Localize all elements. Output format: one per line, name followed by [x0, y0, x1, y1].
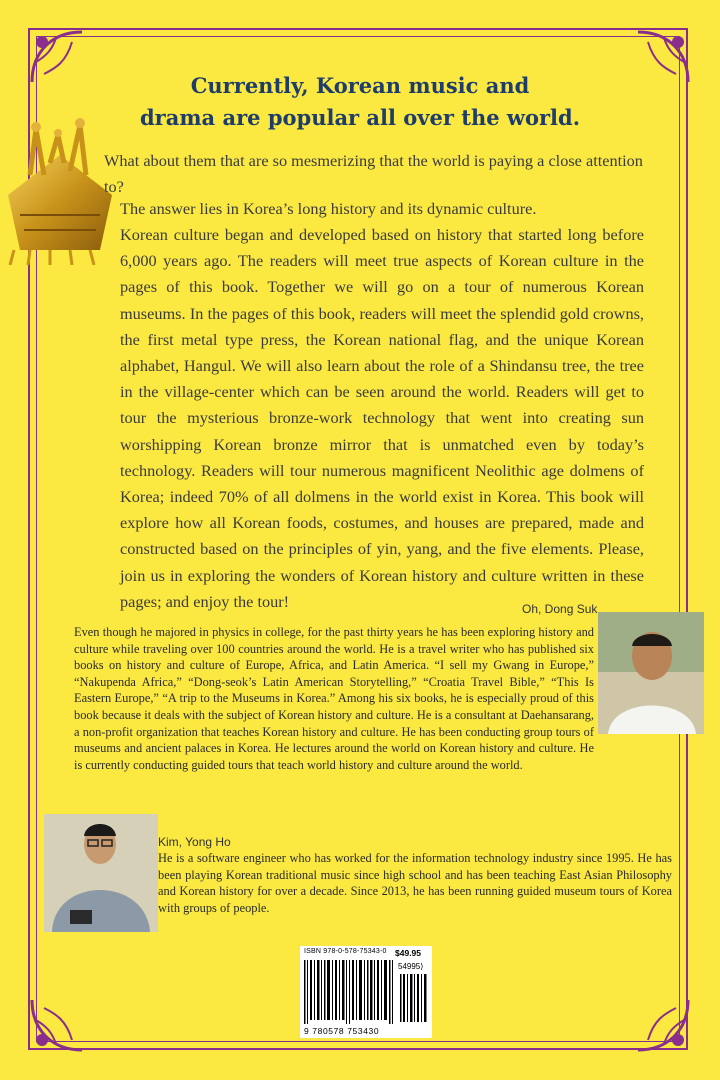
- author-2-bio: He is a software engineer who has worked for the information technology industry since 1995. He has been playing Korean traditional music since high school and has been teaching East Asian Philosophy and Korean history for over a decade. Since 2013, he has been running guided museum tours of Korea with groups of people.: [158, 851, 672, 915]
- headline-line-2: drama are popular all over the world.: [139, 105, 580, 130]
- barcode-ext-bars: [400, 974, 428, 1022]
- corner-ornament-top-left: [22, 22, 92, 92]
- barcode-price-ext: 54995⟩: [398, 962, 424, 971]
- isbn-barcode: [300, 946, 432, 1038]
- price-label: $49.95: [395, 948, 421, 958]
- author-2-photo: [44, 814, 158, 932]
- isbn-text: ISBN 978-0-578-75343-0: [304, 948, 387, 955]
- headline-line-1: Currently, Korean music and: [190, 73, 530, 98]
- author-2-name: Kim, Yong Ho: [158, 835, 231, 849]
- gold-crown-image: [0, 115, 120, 265]
- corner-ornament-top-right: [628, 22, 698, 92]
- barcode-digits: 9 780578 753430: [304, 1026, 380, 1036]
- intro-answer: The answer lies in Korea’s long history and its dynamic culture.: [120, 199, 537, 218]
- author-1-name: Oh, Dong Suk: [522, 602, 598, 616]
- headline: [100, 70, 620, 134]
- author-1-bio: Even though he majored in physics in college, for the past thirty years he has been exploring history and culture while traveling over 100 countries around the world. He is a travel writer who has published six books on history and culture of Europe, Africa, and Latin America. “I sell my Gwang in Europe,” “Nakupenda Africa,” “Dong-seok’s Latin American Storytelling,” “Croatia Travel Bible,” “This Is Eastern Europe,” “A trip to the Museums in Korea.” Among his six books, he is especially proud of this book because it deals with the subject of Korean history and culture. He is a consultant at Daehansarang, a non-profit organization that teaches Korean history and culture. He has been conducting group tours of museums and ancient palaces in Korea. He lectures around the world on Korean history and culture. He is currently conducting guided tours that teach world history and culture around the world.: [74, 625, 594, 772]
- author-1-photo: [598, 612, 704, 734]
- barcode-bars: [304, 960, 394, 1024]
- corner-ornament-bottom-right: [628, 990, 698, 1060]
- corner-ornament-bottom-left: [22, 990, 92, 1060]
- intro-question: What about them that are so mesmerizing that the world is paying a close attention to?: [104, 151, 643, 197]
- intro-body: Korean culture began and developed based on history that started long before 6,000 years ago. The readers will meet true aspects of Korean culture in the pages of this book. Together we will go on a tour of numerous Korean museums. In the pages of this book, readers will meet the splendid gold crowns, the first metal type press, the Korean national flag, and the unique Korean alphabet, Hangul. We will also learn about the role of a Shindansu tree, the tree in the village-center which can be seen around the world. Readers will get to tour the mysterious bronze-work technology that went into creating sun worshipping Korean bronze mirror that is unmatched even by today’s technology. Readers will tour numerous magnificent Neolithic age dolmens of Korea; indeed 70% of all dolmens in the world exist in Korea. This book will explore how all Korean foods, costumes, and houses are prepared, made and constructed based on the principles of yin, yang, and the five elements. Please, join us in exploring the wonders of Korean history and culture written in these pages; and enjoy the tour!: [120, 225, 644, 611]
